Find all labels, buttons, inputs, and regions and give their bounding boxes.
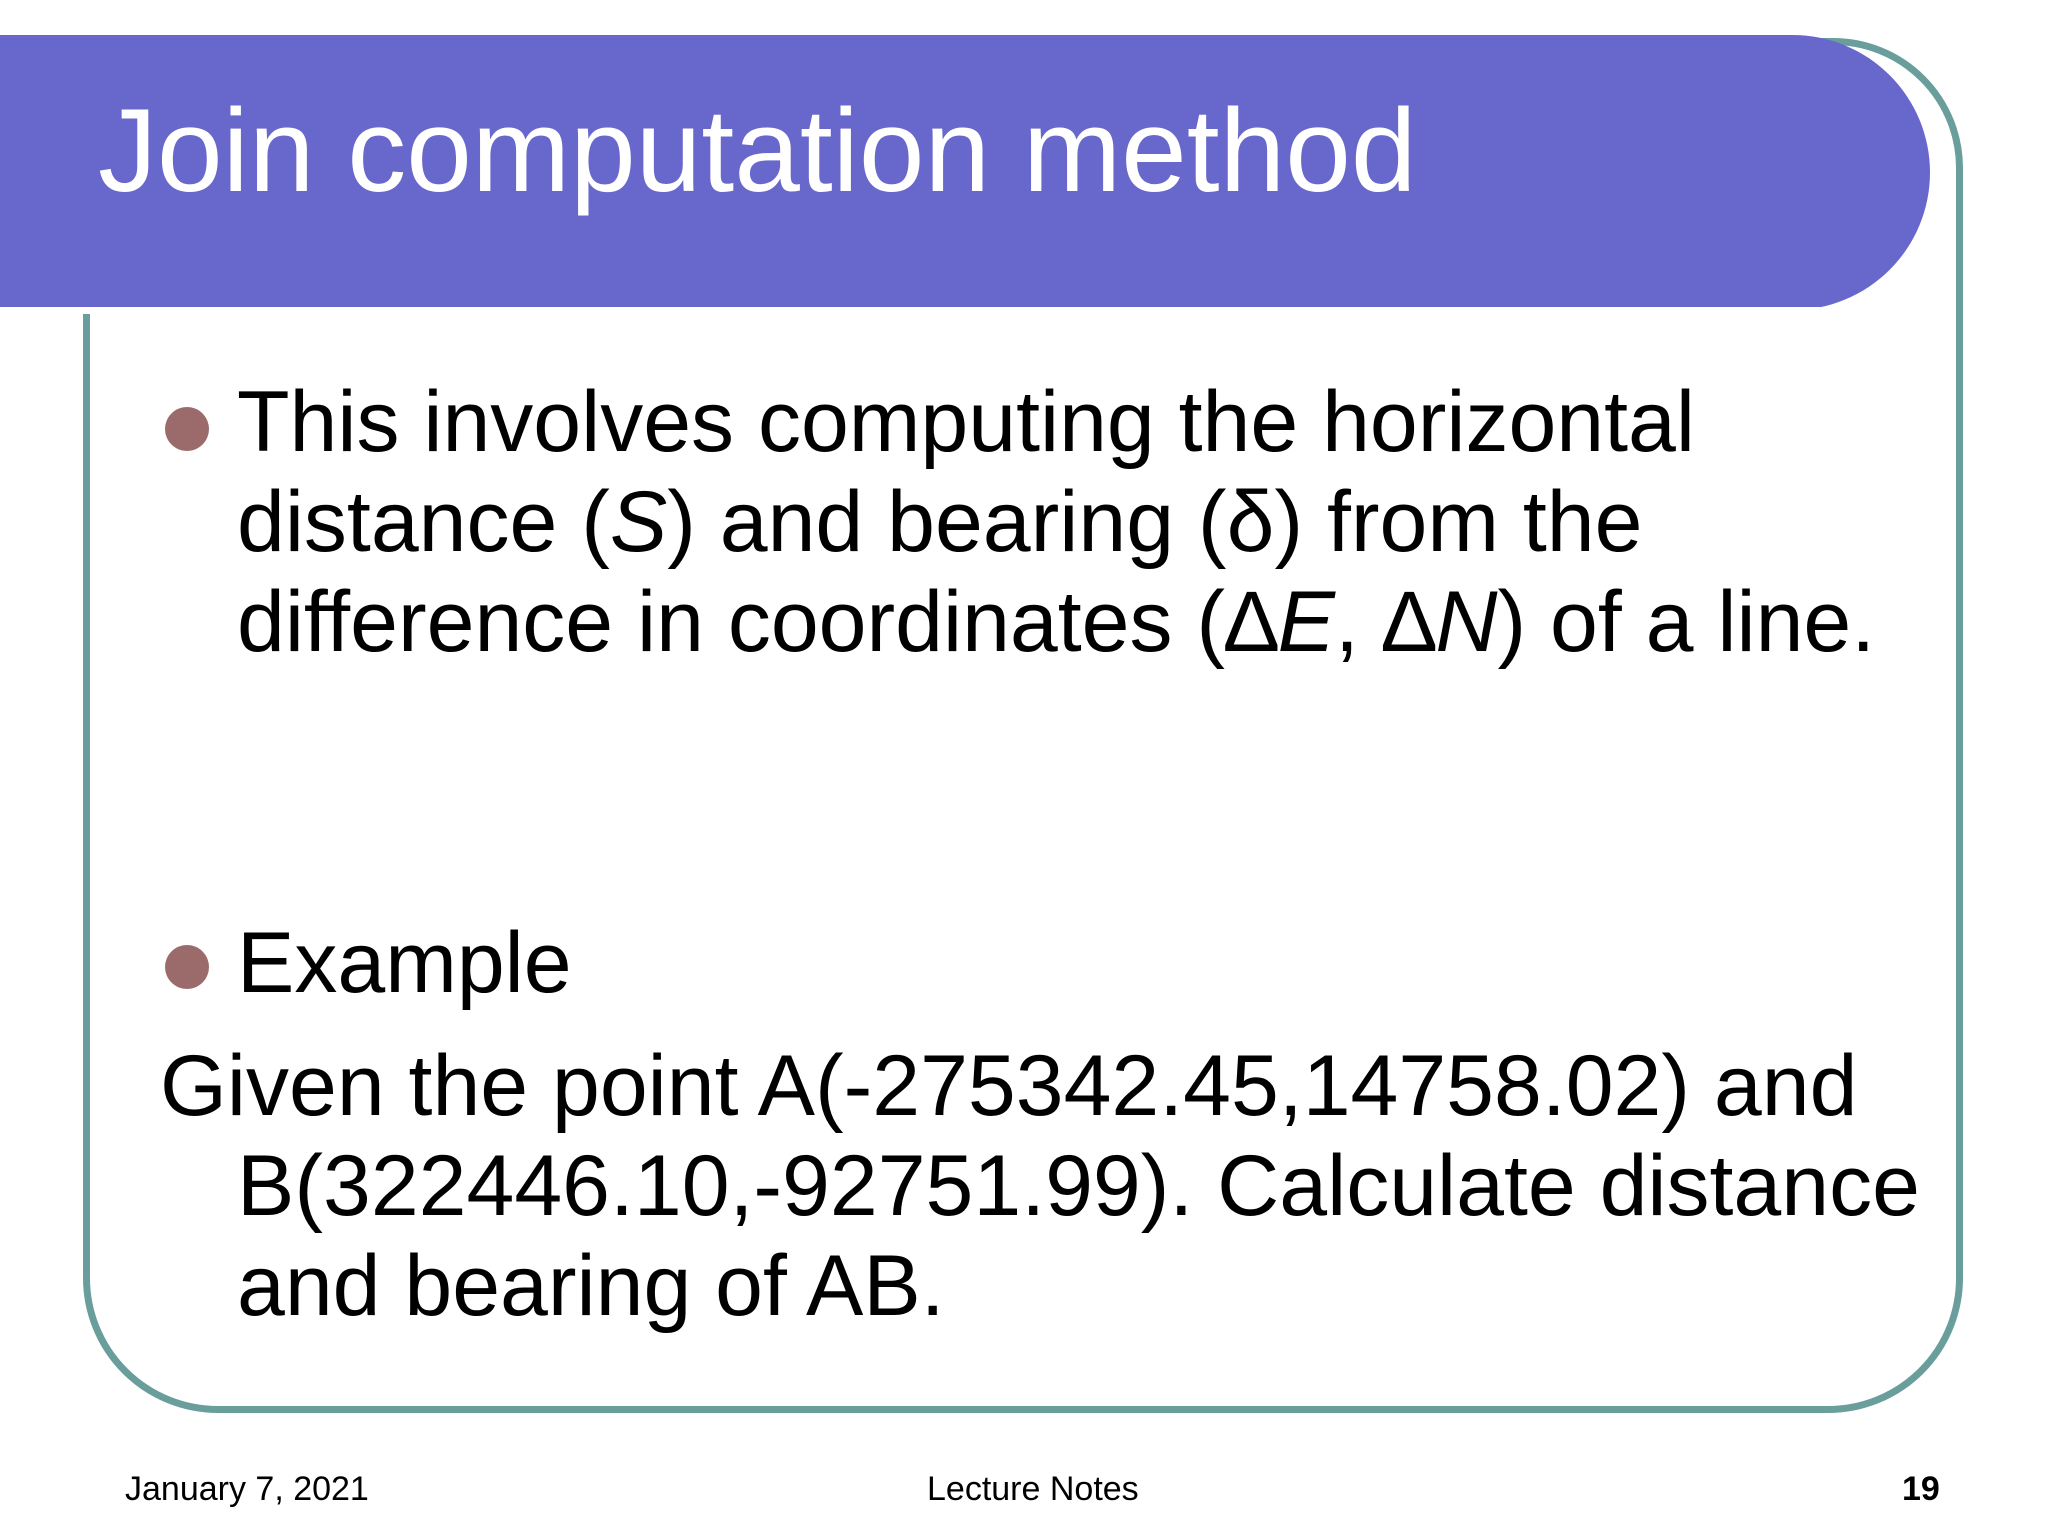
easting-symbol: E (1277, 574, 1335, 670)
bullet-item-definition (237, 372, 1957, 672)
bullet-icon (165, 407, 209, 451)
page-number: 19 (1902, 1470, 1940, 1508)
bullet-icon (165, 945, 209, 989)
footer-title: Lecture Notes (927, 1470, 1139, 1508)
definition-text-part: ) of a line. (1497, 574, 1876, 670)
definition-text-part: ) and bearing (δ) from the difference in coordinates (∆ (237, 474, 1643, 670)
title-underline (0, 307, 1830, 314)
distance-symbol: S (609, 474, 668, 570)
definition-text-part: This involves computing the horizontal distance ( (237, 374, 1695, 570)
bullet-item-example: Example (237, 915, 572, 1011)
footer-date: January 7, 2021 (125, 1470, 369, 1508)
example-problem-text: Given the point A(-275342.45,14758.02) and B(322446.10,-92751.99). Calculate distance and bearing of AB. (160, 1038, 1920, 1334)
definition-text-part: , ∆ (1334, 574, 1436, 670)
slide-title: Join computation method (98, 85, 1417, 217)
northing-symbol: N (1435, 574, 1498, 670)
